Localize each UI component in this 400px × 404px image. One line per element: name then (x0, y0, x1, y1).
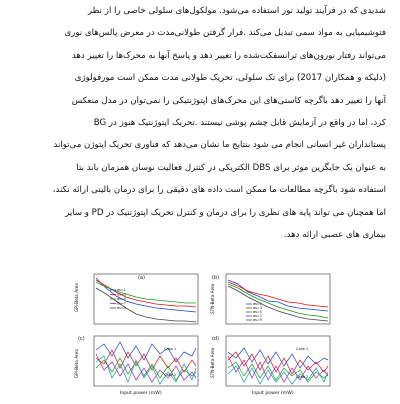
legend-label: σs=1 (253, 302, 262, 307)
paragraph-line: می‌تواند رفتار نورون‌های ترانسفکت‌شده را تغییر دهد و پاسخ آنها به محرک‌ها را تغییر دهد (71, 50, 386, 61)
panel-d-xlabel: Input power (mW) (252, 391, 294, 396)
panel-d (210, 336, 330, 396)
legend-label: σs=5 (253, 310, 262, 315)
paragraph-line: اما همچنان می تواند پایه های نظری را برای درمان و کنترل تحریک اپتوژنتیک در PD و سایر (65, 207, 386, 218)
panel-c-xlabel: Input power (mW) (120, 391, 162, 396)
paragraph-line: بیماری های عصبی ارائه دهد. (283, 230, 386, 241)
legend-label: σs=9 (117, 306, 126, 311)
paragraph-line: استفاده شود باگرچه مطالعات ما ممکن است داده های دقیقی را برای درمان بالینی ارائه نکند، (52, 185, 386, 196)
panel-c (74, 336, 198, 396)
panel-b-ylabel: STN-Beta Area (210, 283, 215, 314)
panel-a-ylabel: GPi-Beta Area (74, 283, 79, 312)
paragraph-line: آنها را تغییر دهد باگرچه کاستی‌های این محرک‌های اپتوژنتیکی را نمی‌توان در مدل منعکس (71, 95, 386, 106)
panel-d-frame (226, 336, 330, 386)
panel-b (210, 274, 330, 324)
legend-label: σs=7 (253, 314, 262, 319)
panel-d-legend-case2: Case 2 (296, 375, 309, 379)
figure (70, 268, 340, 400)
panel-a (74, 274, 198, 324)
panel-c-legend-case1: Case 1 (164, 347, 177, 351)
legend-label: σs=1 (117, 288, 126, 293)
panel-b-label: (b) (212, 275, 220, 281)
panel-c-ylabel: GPi-Beta Area (74, 349, 79, 378)
paragraph-line: کرد، اما در واقع در آزمایش قابل چشم پوشی نیستند .تحریک اپتوژنتیک هنوز در BG (93, 118, 386, 129)
paragraph-line: (دلیکه و همکاران 2017) برای تک سلولی، تحریک طولانی مدت ممکن است مورفولوژی (74, 73, 386, 84)
legend-label: σs=3 (253, 306, 262, 311)
panel-c-label: (c) (78, 336, 85, 342)
panel-c-frame (94, 336, 198, 386)
panel-d-ylabel: STN-Beta Area (210, 347, 215, 378)
panel-d-legend-case1: Case 1 (296, 347, 309, 351)
figure-svg (70, 268, 340, 400)
paragraph-line: فتوشیمیایی به مواد سمی تبدیل می‌کند .فرار گرفتن طولانی‌مدت در معرض پالس‌های نوری (64, 28, 386, 39)
panel-c-legend-case2: Case 2 (164, 373, 177, 377)
legend-label: σs=5 (117, 297, 126, 302)
legend-label: σs=3 (117, 292, 126, 297)
panel-a-label: (a) (138, 275, 145, 281)
panel-d-label: (d) (212, 336, 220, 342)
paragraph-line: به عنوان یک جایگزین موثر برای DBS الکتریکی در کنترل فعالیت نوسان همزمان باند بتا (76, 162, 386, 173)
paragraph-line: شدیدی که در فرآیند تولید نور استفاده می‌شود. مولکول‌های سلولی خاصی را از نظر (87, 6, 386, 16)
legend-label: σs=7 (117, 301, 126, 306)
paragraph-line: پستانداران غیر انسانی انجام می شود بنتایج ما نشان می‌دهد که فناوری تحریک اپتوژن می‌تواند (53, 140, 386, 151)
body-paragraph (14, 0, 386, 246)
legend-label: σs=9 (253, 318, 262, 323)
